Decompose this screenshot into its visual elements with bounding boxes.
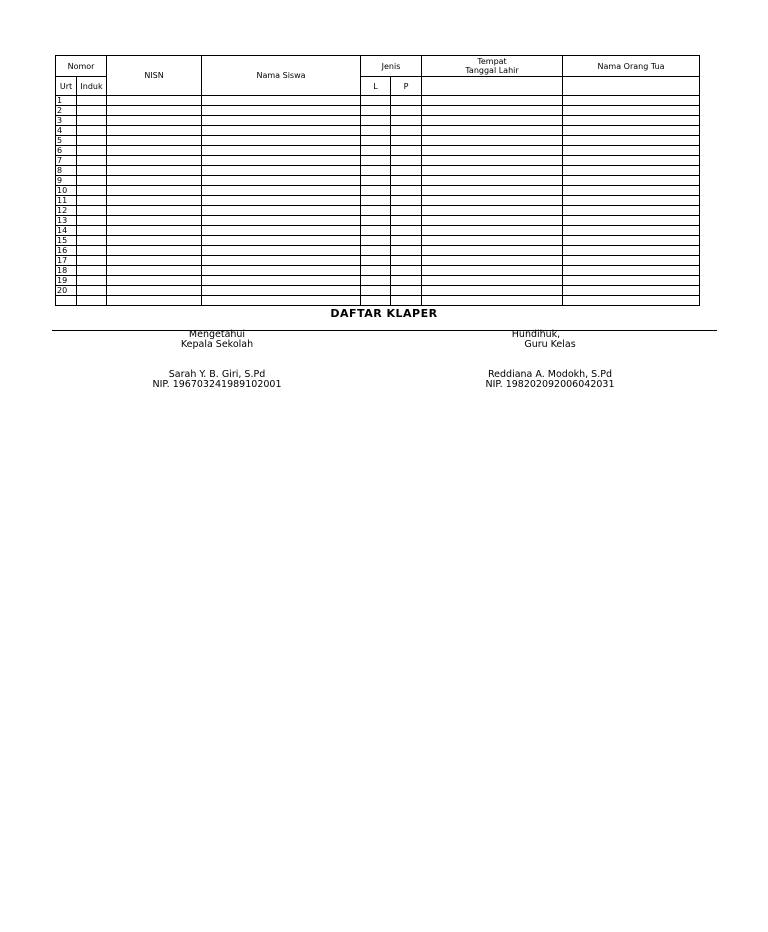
table-cell — [361, 146, 391, 156]
table-cell — [391, 286, 422, 296]
table-cell — [77, 236, 107, 246]
table-cell — [563, 126, 700, 136]
table-cell — [361, 206, 391, 216]
table-cell — [361, 276, 391, 286]
table-row — [56, 136, 700, 146]
header-nisn: NISN — [107, 56, 202, 96]
table-cell — [563, 156, 700, 166]
table-cell — [107, 226, 202, 236]
table-cell — [361, 186, 391, 196]
table-cell — [202, 236, 361, 246]
header-nama-siswa: Nama Siswa — [202, 56, 361, 96]
table-cell — [361, 126, 391, 136]
table-cell — [202, 136, 361, 146]
table-cell — [391, 196, 422, 206]
table-cell — [202, 296, 361, 306]
table-cell — [107, 236, 202, 246]
row-number: 6 — [56, 146, 77, 156]
row-number — [56, 296, 77, 306]
table-cell — [77, 186, 107, 196]
table-cell — [391, 116, 422, 126]
table-cell — [422, 226, 563, 236]
right-signature-block — [450, 330, 650, 390]
table-cell — [391, 256, 422, 266]
table-cell — [422, 116, 563, 126]
table-cell — [391, 226, 422, 236]
table-cell — [422, 126, 563, 136]
row-number: 18 — [56, 266, 77, 276]
table-cell — [202, 96, 361, 106]
table-row — [56, 216, 700, 226]
table-row — [56, 106, 700, 116]
table-body — [56, 96, 700, 306]
header-induk: Induk — [77, 77, 107, 96]
table-cell — [107, 196, 202, 206]
left-signature-line2: Kepala Sekolah — [180, 339, 254, 350]
table-row — [56, 166, 700, 176]
table-cell — [107, 106, 202, 116]
table-cell — [202, 166, 361, 176]
table-cell — [422, 286, 563, 296]
table-cell — [391, 236, 422, 246]
table-cell — [77, 156, 107, 166]
table-cell — [202, 256, 361, 266]
table-cell — [202, 216, 361, 226]
table-cell — [422, 256, 563, 266]
table-cell — [391, 166, 422, 176]
table-cell — [107, 296, 202, 306]
table-cell — [391, 146, 422, 156]
table-cell — [202, 106, 361, 116]
row-number: 2 — [56, 106, 77, 116]
table-cell — [563, 236, 700, 246]
table-cell — [563, 116, 700, 126]
table-cell — [77, 136, 107, 146]
row-number: 20 — [56, 286, 77, 296]
header-urt: Urt — [56, 77, 77, 96]
table-cell — [77, 96, 107, 106]
table-cell — [77, 276, 107, 286]
table-cell — [77, 166, 107, 176]
table-cell — [422, 206, 563, 216]
table-cell — [361, 226, 391, 236]
table-row — [56, 126, 700, 136]
table-cell — [77, 206, 107, 216]
left-signature-name: Sarah Y. B. Giri, S.Pd — [168, 369, 266, 380]
table-cell — [563, 286, 700, 296]
table-cell — [391, 96, 422, 106]
table-cell — [422, 216, 563, 226]
table-cell — [563, 276, 700, 286]
table-cell — [107, 146, 202, 156]
table-cell — [107, 176, 202, 186]
table-cell — [563, 176, 700, 186]
table-cell — [77, 256, 107, 266]
table-cell — [361, 196, 391, 206]
header-tanggal-lahir: Tanggal Lahir — [465, 66, 519, 75]
table-cell — [107, 266, 202, 276]
table-cell — [107, 166, 202, 176]
left-signature-nip: NIP. 196703241989102001 — [152, 379, 282, 390]
table-cell — [391, 156, 422, 166]
table-cell — [422, 96, 563, 106]
table-row — [56, 156, 700, 166]
table-cell — [202, 126, 361, 136]
table-cell — [77, 266, 107, 276]
table-cell — [77, 226, 107, 236]
table-cell — [77, 286, 107, 296]
row-number: 13 — [56, 216, 77, 226]
table-row — [56, 206, 700, 216]
row-number: 5 — [56, 136, 77, 146]
table-cell — [391, 176, 422, 186]
row-number: 11 — [56, 196, 77, 206]
header-l: L — [361, 77, 391, 96]
table-cell — [361, 166, 391, 176]
table-cell — [563, 146, 700, 156]
table-cell — [422, 276, 563, 286]
row-number: 4 — [56, 126, 77, 136]
table-cell — [563, 256, 700, 266]
table-cell — [107, 216, 202, 226]
table-cell — [361, 106, 391, 116]
table-cell — [77, 216, 107, 226]
row-number: 3 — [56, 116, 77, 126]
table-cell — [361, 216, 391, 226]
table-cell — [563, 206, 700, 216]
table-cell — [107, 246, 202, 256]
table-cell — [422, 196, 563, 206]
table-cell — [422, 266, 563, 276]
row-number: 1 — [56, 96, 77, 106]
table-row — [56, 186, 700, 196]
table-cell — [391, 266, 422, 276]
table-cell — [422, 136, 563, 146]
table-row — [56, 226, 700, 236]
table-cell — [107, 186, 202, 196]
table-cell — [422, 176, 563, 186]
table-cell — [391, 106, 422, 116]
table-row — [56, 296, 700, 306]
table-cell — [563, 136, 700, 146]
right-signature-line1: Hundihuk, — [511, 329, 561, 340]
table-cell — [77, 126, 107, 136]
table-row — [56, 246, 700, 256]
table-cell — [361, 176, 391, 186]
row-number: 19 — [56, 276, 77, 286]
header-tempat-tanggal-lahir — [422, 56, 563, 77]
table-cell — [391, 136, 422, 146]
table-cell — [422, 156, 563, 166]
table-cell — [107, 206, 202, 216]
table-cell — [77, 246, 107, 256]
table-cell — [422, 186, 563, 196]
left-signature-block — [117, 330, 317, 390]
table-cell — [361, 246, 391, 256]
table-cell — [202, 196, 361, 206]
table-row — [56, 236, 700, 246]
right-signature-name: Reddiana A. Modokh, S.Pd — [488, 369, 612, 380]
table-cell — [77, 116, 107, 126]
table-row — [56, 256, 700, 266]
row-number: 12 — [56, 206, 77, 216]
table-cell — [422, 106, 563, 116]
table-cell — [107, 116, 202, 126]
row-number: 10 — [56, 186, 77, 196]
table-row — [56, 96, 700, 106]
table-cell — [361, 256, 391, 266]
table-cell — [391, 186, 422, 196]
table-cell — [202, 246, 361, 256]
table-cell — [563, 166, 700, 176]
table-row — [56, 176, 700, 186]
table-cell — [563, 296, 700, 306]
table-row — [56, 146, 700, 156]
table-row — [56, 116, 700, 126]
table-cell — [107, 136, 202, 146]
table-cell — [361, 156, 391, 166]
table-cell — [107, 126, 202, 136]
right-signature-line2: Guru Kelas — [524, 339, 576, 350]
page-title: DAFTAR KLAPER — [330, 307, 438, 320]
table-row — [56, 286, 700, 296]
table-cell — [563, 246, 700, 256]
table-cell — [563, 216, 700, 226]
table-cell — [563, 106, 700, 116]
table-cell — [391, 246, 422, 256]
table-cell — [563, 226, 700, 236]
table-cell — [391, 126, 422, 136]
row-number: 14 — [56, 226, 77, 236]
table-cell — [77, 176, 107, 186]
table-cell — [422, 146, 563, 156]
row-number: 16 — [56, 246, 77, 256]
header-p: P — [391, 77, 422, 96]
row-number: 15 — [56, 236, 77, 246]
table-cell — [361, 236, 391, 246]
table-row — [56, 276, 700, 286]
table-cell — [361, 136, 391, 146]
table-cell — [422, 236, 563, 246]
table-cell — [202, 116, 361, 126]
table-cell — [202, 226, 361, 236]
table-cell — [107, 276, 202, 286]
table-cell — [77, 146, 107, 156]
table-cell — [422, 246, 563, 256]
table-cell — [202, 266, 361, 276]
table-cell — [361, 296, 391, 306]
table-cell — [563, 96, 700, 106]
header-nama-orang-tua: Nama Orang Tua — [563, 56, 700, 77]
klaper-table — [55, 55, 700, 306]
table-cell — [202, 276, 361, 286]
table-cell — [202, 206, 361, 216]
header-tempat: Tempat — [477, 57, 507, 66]
right-signature-nip: NIP. 198202092006042031 — [485, 379, 615, 390]
table-cell — [202, 156, 361, 166]
header-orang-tua-blank — [563, 77, 700, 96]
header-jenis: Jenis — [361, 56, 422, 77]
table-cell — [107, 256, 202, 266]
table-cell — [202, 286, 361, 296]
row-number: 8 — [56, 166, 77, 176]
table-cell — [361, 116, 391, 126]
table-cell — [202, 146, 361, 156]
table-cell — [107, 156, 202, 166]
table-cell — [563, 186, 700, 196]
table-cell — [361, 96, 391, 106]
table-cell — [361, 266, 391, 276]
table-cell — [391, 296, 422, 306]
table-cell — [77, 296, 107, 306]
table-cell — [77, 106, 107, 116]
table-cell — [202, 186, 361, 196]
table-cell — [202, 176, 361, 186]
row-number: 9 — [56, 176, 77, 186]
header-tempat-blank — [422, 77, 563, 96]
row-number: 7 — [56, 156, 77, 166]
table-cell — [422, 296, 563, 306]
table-cell — [563, 196, 700, 206]
table-cell — [107, 96, 202, 106]
header-nomor: Nomor — [56, 56, 107, 77]
table-row — [56, 196, 700, 206]
table-cell — [391, 206, 422, 216]
table-cell — [563, 266, 700, 276]
table-row — [56, 266, 700, 276]
table-cell — [77, 196, 107, 206]
left-signature-line1: Mengetahui — [188, 329, 246, 340]
table-cell — [361, 286, 391, 296]
table-cell — [391, 216, 422, 226]
table-cell — [107, 286, 202, 296]
row-number: 17 — [56, 256, 77, 266]
table-cell — [391, 276, 422, 286]
table-cell — [422, 166, 563, 176]
